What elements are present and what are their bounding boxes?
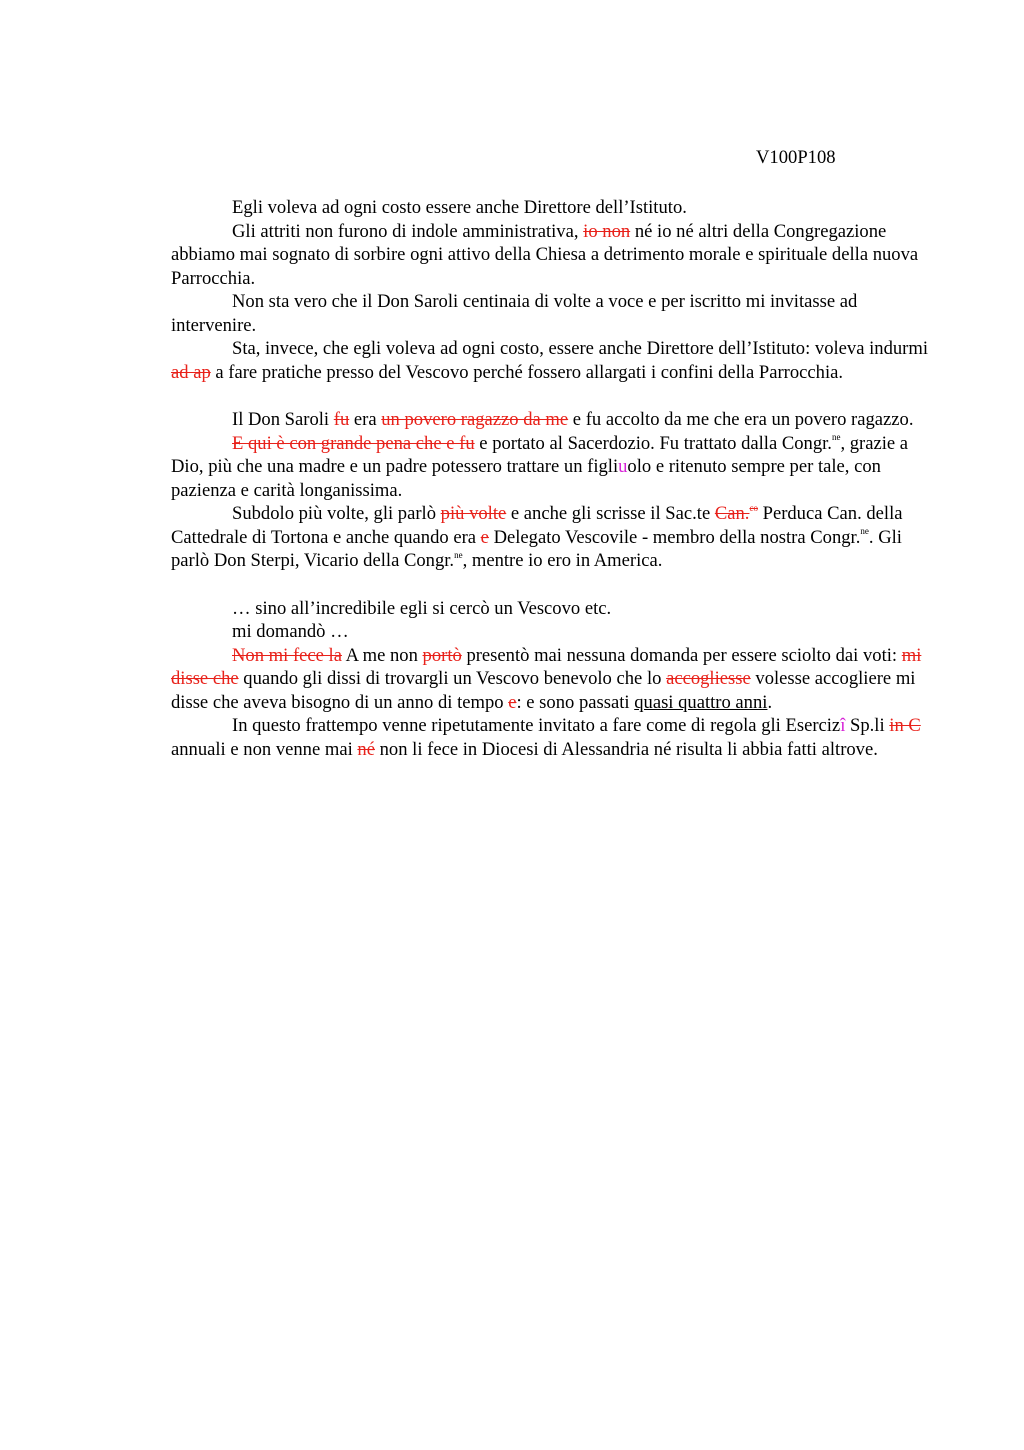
superscript-abbreviation: ne [831, 432, 841, 443]
text-run: volesse accogliere mi disse che aveva bisogno di un anno di tempo [171, 668, 916, 713]
paragraph [171, 408, 931, 432]
deleted-text: e [480, 526, 489, 548]
text-run: né io né altri della Congregazione abbiamo mai sognato di sorbire ogni attivo della Chiesa a detrimento morale e spirituale della nuova Parrocchia. [171, 220, 919, 289]
deleted-text: un povero ragazzo da me [381, 409, 569, 430]
text-run: olo e ritenuto sempre per tale, con pazienza e carità longanissima. [171, 456, 881, 501]
deleted-text: portò [422, 644, 462, 666]
text-run: Egli voleva ad ogni costo essere anche Direttore dell’Istituto. [232, 197, 687, 218]
superscript-abbreviation: ne [860, 526, 869, 537]
text-run: Perduca Can. della Cattedrale di Tortona e anche quando era [171, 503, 903, 548]
text-run: Sta, invece, che egli voleva ad ogni costo, essere anche Direttore dell’Istituto: voleva indurmi [232, 338, 929, 359]
text-run: e fu accolto da me che era un povero ragazzo. [568, 409, 914, 430]
inserted-text: î [840, 715, 846, 736]
text-run: e anche gli scrisse il Sac.te [506, 503, 715, 524]
text-run: : e sono passati [516, 691, 635, 713]
text-run: annuali e non venne mai [171, 738, 358, 760]
deleted-text: ad ap [171, 361, 211, 383]
underlined-text: quasi quattro anni [634, 691, 768, 713]
text-run: Gli attriti non furono di indole amministrativa, [232, 220, 584, 242]
paragraph [171, 597, 931, 621]
text-run: , grazie a Dio, più che una madre e un padre potessero trattare un figli [171, 432, 909, 477]
text-run: a fare pratiche presso del Vescovo perché fossero allargati i confini della Parrocchia. [210, 361, 844, 383]
text-run: . Gli parlò Don Sterpi, Vicario della Congr. [171, 526, 902, 571]
text-run: presentò mai nessuna domanda per essere sciolto dai voti: [461, 644, 902, 666]
paragraph [171, 644, 931, 715]
deleted-text: fu [333, 409, 350, 430]
deleted-text: più volte [440, 503, 507, 524]
text-run: Il Don Saroli [232, 409, 334, 430]
deleted-text: accogliesse [666, 668, 751, 689]
text-run: In questo frattempo venne ripetutamente invitato a fare come di regola gli Eserciz [232, 715, 841, 736]
superscript-abbreviation: co [749, 502, 758, 513]
text-run: Sp.li [845, 715, 890, 736]
paragraph [171, 220, 931, 291]
superscript-abbreviation: ne [454, 549, 463, 560]
paragraph [171, 432, 931, 503]
text-run: e portato al Sacerdozio. Fu trattato dalla Congr. [474, 432, 832, 454]
text-run: era [349, 409, 382, 430]
text-run: . [767, 691, 773, 713]
text-run: … sino all’incredibile egli si cercò un Vescovo etc. [232, 597, 612, 619]
paragraph [171, 196, 931, 220]
deleted-text: Can. [714, 503, 750, 524]
deleted-text: E qui è con grande pena che e fu [232, 432, 475, 454]
paragraph [171, 620, 931, 644]
deleted-text: mi disse che [171, 644, 922, 689]
paragraph [171, 337, 931, 384]
text-run: Delegato Vescovile - membro della nostra Congr. [488, 526, 861, 548]
text-run: Non sta vero che il Don Saroli centinaia di volte a voce e per iscritto mi invitasse ad intervenire. [171, 291, 858, 336]
text-run: Subdolo più volte, gli parlò [232, 503, 441, 524]
deleted-text: Non mi fece la [232, 644, 342, 666]
deleted-text: e [508, 691, 517, 713]
paragraph [171, 290, 931, 337]
text-run: , mentre io ero in America. [462, 550, 663, 571]
paragraph [171, 502, 931, 573]
inserted-text: u [618, 456, 628, 477]
text-run: non li fece in Diocesi di Alessandria né risulta li abbia fatti altrove. [374, 738, 878, 760]
text-run: A me non [341, 644, 423, 666]
paragraph [171, 714, 931, 761]
deleted-text: in C [889, 715, 921, 736]
page-reference-code: V100P108 [756, 147, 836, 168]
text-run: mi domandò … [232, 621, 349, 642]
deleted-text: io non [583, 220, 631, 242]
text-run: quando gli dissi di trovargli un Vescovo benevolo che lo [238, 668, 667, 689]
deleted-text: né [357, 738, 375, 760]
document-body [171, 196, 931, 761]
